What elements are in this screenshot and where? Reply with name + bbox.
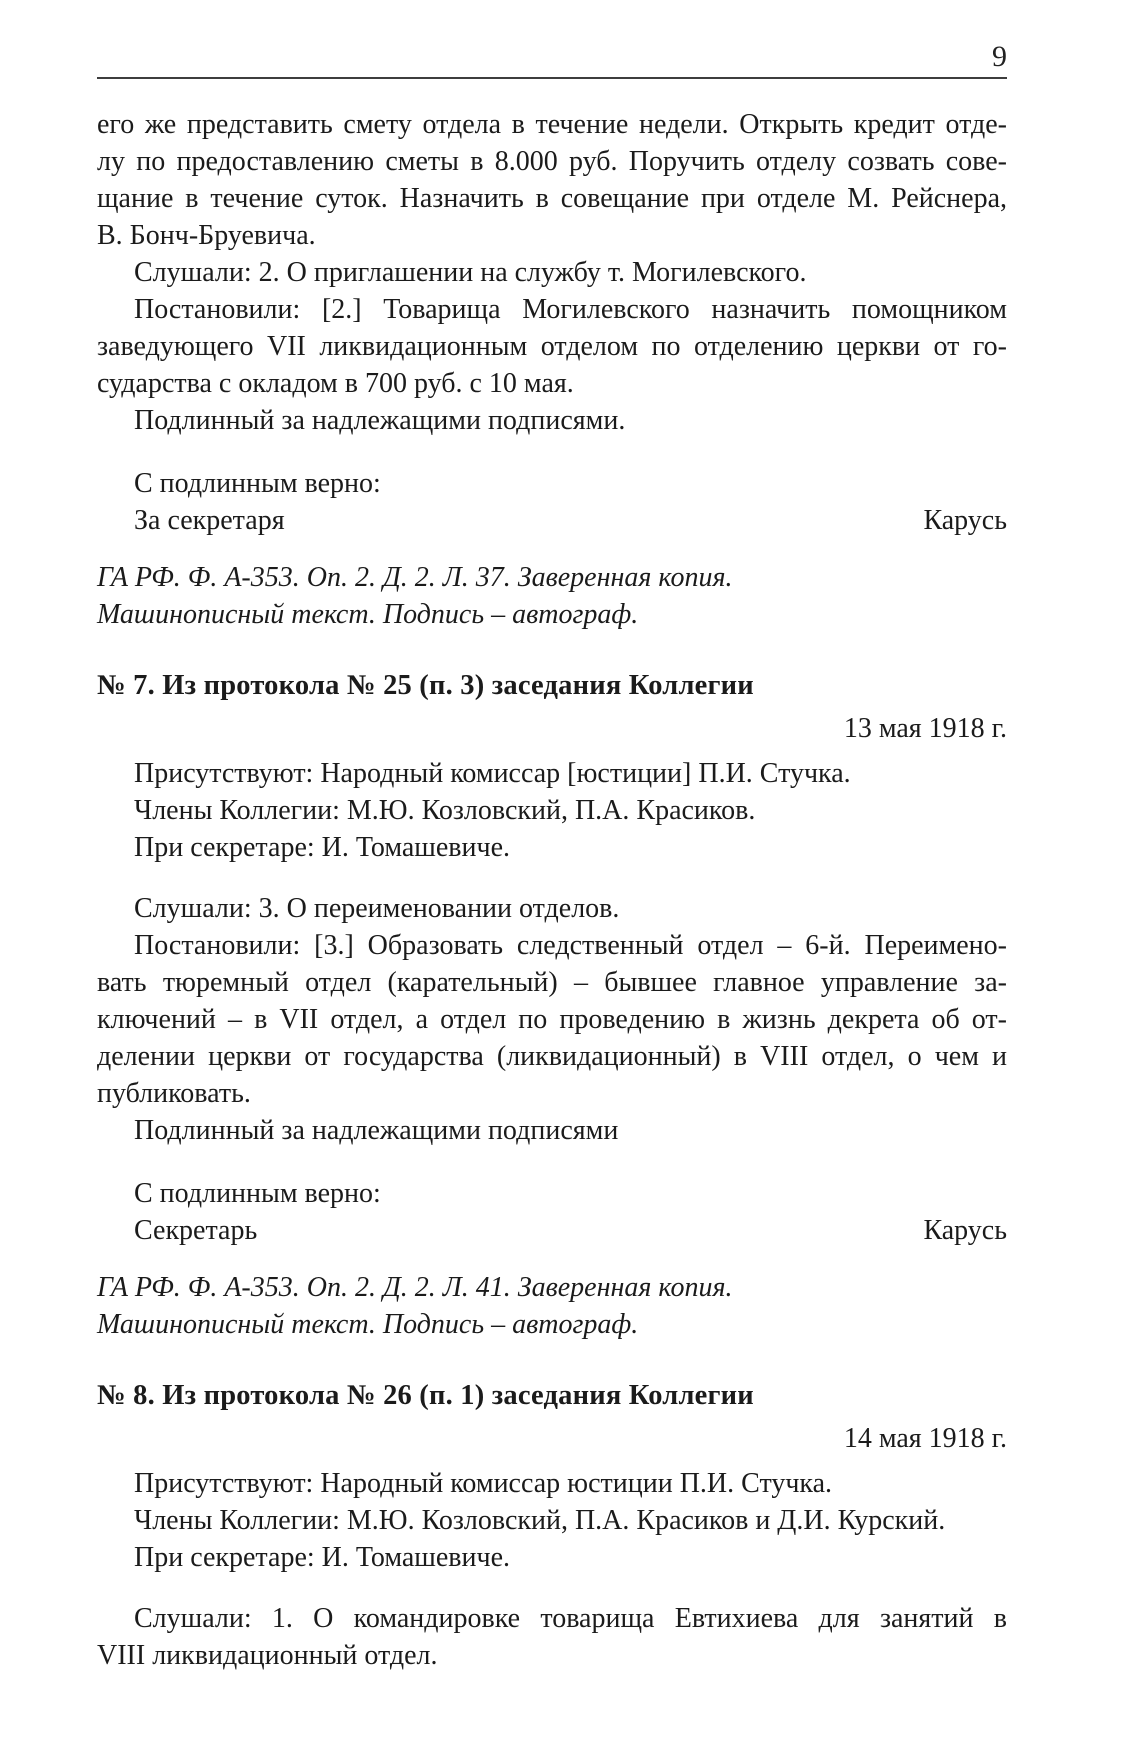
doc-date: 14 мая 1918 г.	[843, 1423, 1007, 1454]
doc-date: 13 мая 1918 г.	[843, 713, 1007, 744]
text-line: щание в течение суток. Назначить в совещание при отделе М. Рейснера,	[97, 183, 1007, 214]
spacer	[97, 1149, 1007, 1175]
text-line: сударства с окладом в 700 руб. с 10 мая.	[97, 368, 574, 399]
archive-reference: Машинописный текст. Подпись – автограф.	[97, 599, 639, 630]
text-line: Слушали: 2. О приглашении на службу т. Могилевского.	[134, 257, 807, 288]
text-line: заведующего VII ликвидационным отделом по отделению церкви от го-	[97, 331, 1007, 362]
text-line: лу по предоставлению сметы в 8.000 руб. Поручить отделу созвать сове-	[97, 146, 1007, 177]
archive-reference: Машинописный текст. Подпись – автограф.	[97, 1309, 639, 1340]
page-number: 9	[992, 40, 1007, 73]
text-line: Слушали: 1. О командировке товарища Евтихиева для занятий в	[134, 1603, 1007, 1634]
text-line: Члены Коллегии: М.Ю. Козловский, П.А. Красиков и Д.И. Курский.	[134, 1505, 946, 1536]
spacer	[97, 539, 1007, 559]
spacer	[97, 747, 1007, 755]
text-line: его же представить смету отдела в течение недели. Открыть кредит отде-	[97, 109, 1007, 140]
text-line: ключений – в VII отдел, а отдел по проведению в жизнь декрета об от-	[97, 1004, 1007, 1035]
signature-role: За секретаря	[134, 505, 285, 536]
spacer	[97, 1576, 1007, 1600]
text-line: вать тюремный отдел (карательный) – бывшее главное управление за-	[97, 967, 1007, 998]
text-line: При секретаре: И. Томашевиче.	[134, 832, 510, 863]
spacer	[97, 866, 1007, 890]
text-line: Присутствуют: Народный комиссар юстиции П.И. Стучка.	[134, 1468, 833, 1499]
text-line: При секретаре: И. Томашевиче.	[134, 1542, 510, 1573]
spacer	[97, 439, 1007, 465]
doc-heading: № 8. Из протокола № 26 (п. 1) заседания Коллегии	[97, 1380, 754, 1411]
text-line: Подлинный за надлежащими подписями.	[134, 405, 626, 436]
text-line: Слушали: 3. О переименовании отделов.	[134, 893, 620, 924]
archive-reference: ГА РФ. Ф. А-353. Оп. 2. Д. 2. Л. 41. Заверенная копия.	[97, 1272, 733, 1303]
text-line: Постановили: [3.] Образовать следственный отдел – 6-й. Переимено-	[134, 930, 1007, 961]
text-line: VIII ликвидационный отдел.	[97, 1640, 438, 1671]
signature-name: Карусь	[923, 1215, 1007, 1246]
text-line: В. Бонч-Бруевича.	[97, 220, 316, 251]
signature-name: Карусь	[923, 505, 1007, 536]
text-line: Члены Коллегии: М.Ю. Козловский, П.А. Красиков.	[134, 795, 756, 826]
header-rule	[97, 77, 1007, 79]
archive-reference: ГА РФ. Ф. А-353. Оп. 2. Д. 2. Л. 37. Заверенная копия.	[97, 562, 733, 593]
doc-heading: № 7. Из протокола № 25 (п. 3) заседания Коллегии	[97, 670, 754, 701]
text-line: Присутствуют: Народный комиссар [юстиции] П.И. Стучка.	[134, 758, 851, 789]
text-line: Постановили: [2.] Товарища Могилевского назначить помощником	[134, 294, 1007, 325]
signature-role: Секретарь	[134, 1215, 258, 1246]
text-line: делении церкви от государства (ликвидационный) в VIII отдел, о чем и	[97, 1041, 1007, 1072]
text-line: публиковать.	[97, 1078, 251, 1109]
spacer	[97, 1343, 1007, 1377]
signature-row	[97, 1212, 1007, 1249]
document-content	[97, 106, 1007, 1674]
text-line: Подлинный за надлежащими подписями	[134, 1115, 619, 1146]
spacer	[97, 1457, 1007, 1465]
text-line: С подлинным верно:	[134, 468, 381, 499]
spacer	[97, 633, 1007, 667]
signature-row	[97, 502, 1007, 539]
text-line: С подлинным верно:	[134, 1178, 381, 1209]
spacer	[97, 1249, 1007, 1269]
